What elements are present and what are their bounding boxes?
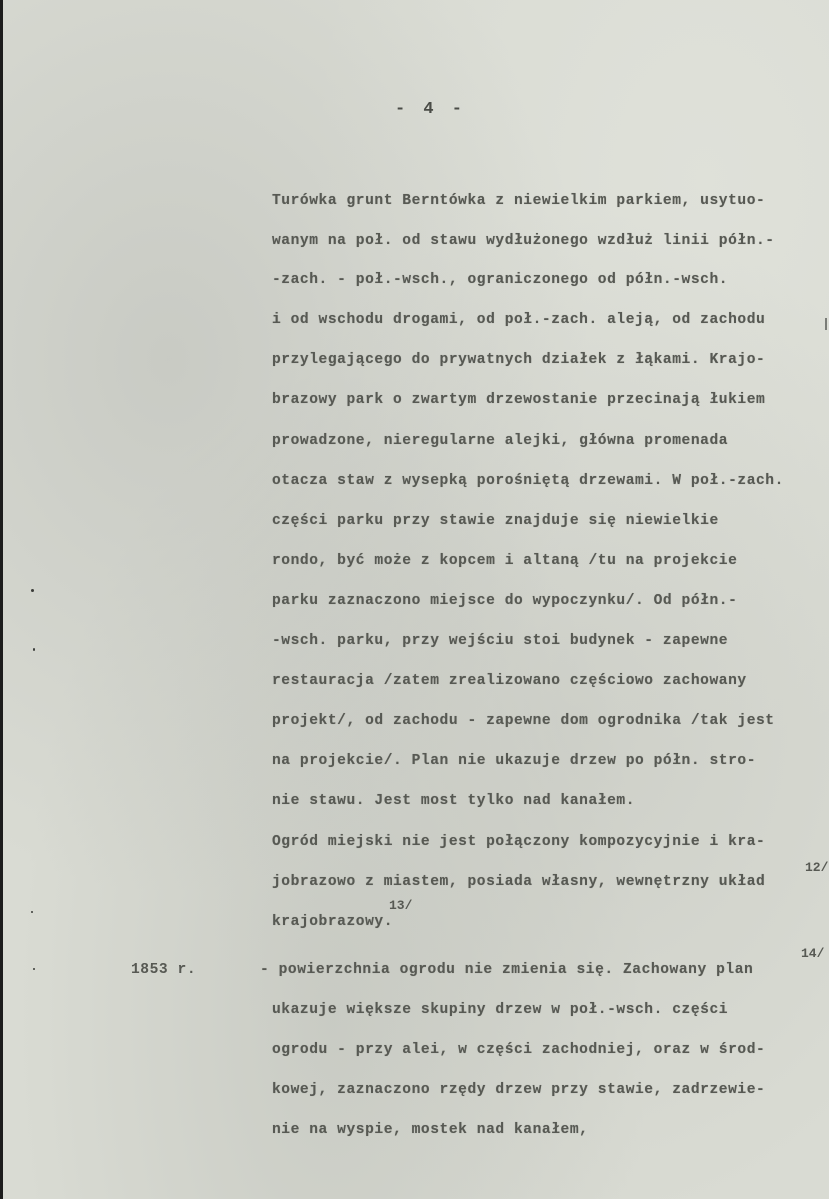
text-line: krajobrazowy. [272, 914, 393, 930]
text-line: i od wschodu drogami, od poł.-zach. aleją, od zachodu [272, 312, 766, 328]
text-line: nie na wyspie, mostek nad kanałem, [272, 1122, 589, 1138]
text-line: parku zaznaczono miejsce do wypoczynku/. Od półn.- [272, 593, 738, 609]
page-number: - 4 - [395, 100, 467, 119]
footnote-ref-14: 14/ [801, 946, 825, 961]
text-line: jobrazowo z miastem, posiada własny, wewnętrzny układ [272, 874, 766, 890]
text-line: przylegającego do prywatnych działek z łąkami. Krajo- [272, 352, 766, 368]
paper-speck [31, 911, 33, 913]
text-line: Turówka grunt Berntówka z niewielkim parkiem, usytuo- [272, 193, 766, 209]
text-line: prowadzone, nieregularne alejki, główna promenada [272, 433, 729, 449]
document-page [3, 0, 829, 1199]
footnote-ref-12: 12/ [805, 860, 829, 875]
text-line: -wsch. parku, przy wejściu stoi budynek - zapewne [272, 633, 729, 649]
text-line: brazowy park o zwartym drzewostanie przecinają łukiem [272, 392, 766, 408]
paper-speck [33, 968, 35, 970]
text-line: nie stawu. Jest most tylko nad kanałem. [272, 793, 635, 809]
text-line: wanym na poł. od stawu wydłużonego wzdłuż linii półn.- [272, 233, 775, 249]
text-line: Ogród miejski nie jest połączony kompozycyjnie i kra- [272, 834, 766, 850]
text-line: otacza staw z wysepką porośniętą drzewami. W poł.-zach. [272, 473, 784, 489]
text-line: -zach. - poł.-wsch., ograniczonego od półn.-wsch. [272, 272, 729, 288]
text-line: kowej, zaznaczono rzędy drzew przy stawie, zadrzewie- [272, 1082, 766, 1098]
text-line: projekt/, od zachodu - zapewne dom ogrodnika /tak jest [272, 713, 775, 729]
footnote-ref-13: 13/ [389, 898, 413, 913]
text-line: rondo, być może z kopcem i altaną /tu na projekcie [272, 553, 738, 569]
margin-mark [825, 318, 827, 330]
text-line: - powierzchnia ogrodu nie zmienia się. Zachowany plan [260, 962, 754, 978]
text-line: ukazuje większe skupiny drzew w poł.-wsch. części [272, 1002, 729, 1018]
paper-speck [31, 589, 34, 592]
paper-speck [33, 648, 35, 651]
text-line: ogrodu - przy alei, w części zachodniej, oraz w środ- [272, 1042, 766, 1058]
text-line: restauracja /zatem zrealizowano częściowo zachowany [272, 673, 747, 689]
text-line: na projekcie/. Plan nie ukazuje drzew po półn. stro- [272, 753, 756, 769]
text-line: części parku przy stawie znajduje się niewielkie [272, 513, 719, 529]
margin-year-note: 1853 r. [131, 962, 197, 978]
